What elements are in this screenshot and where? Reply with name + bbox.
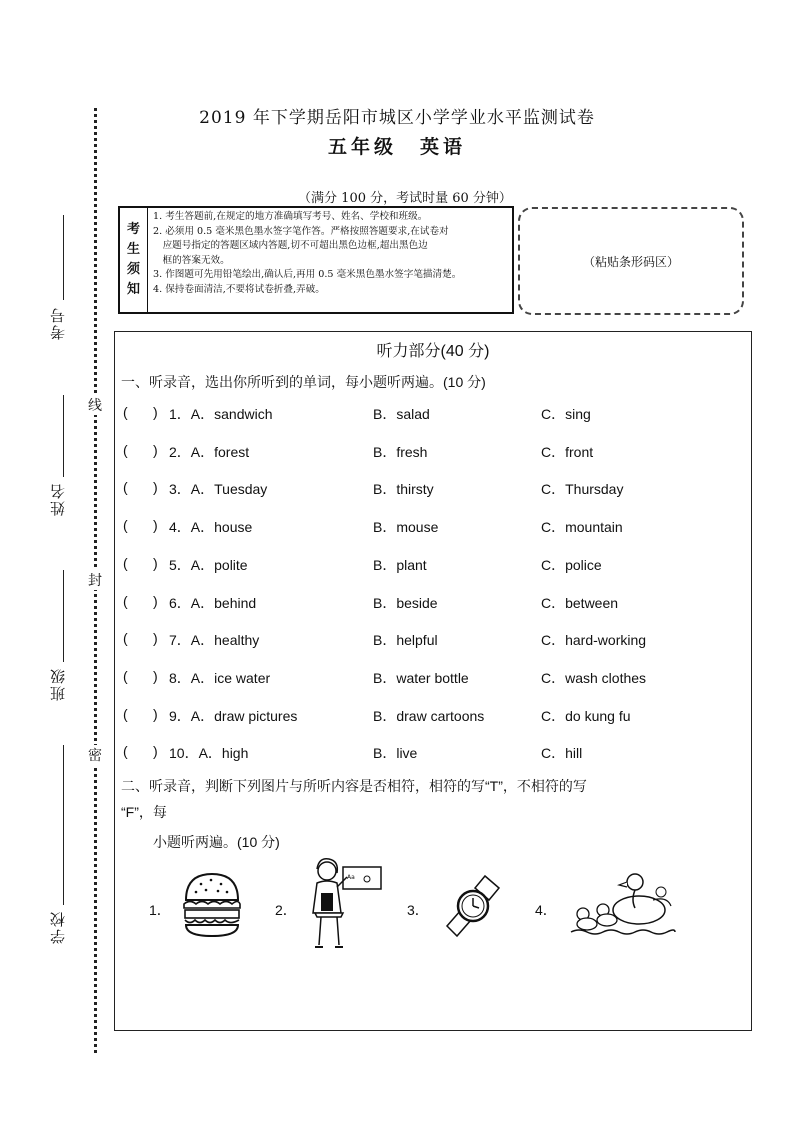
listening-title: 听力部分(40 分) <box>376 343 490 360</box>
score-info: （满分 100 分，考试时量 60 分钟） <box>298 191 512 206</box>
picture-number: 4． <box>535 902 557 918</box>
section2-heading-line1: 二、听录音，判断下列图片与所听内容是否相符，相符的写“T”，不相符的写 <box>121 778 587 794</box>
option-a: 7．A．healthy <box>169 632 260 649</box>
answer-bracket-open[interactable]: ( <box>123 667 128 684</box>
option-b: B．beside <box>373 594 438 611</box>
exam-number-label: 考号 <box>50 306 67 340</box>
option-a: 2．A．forest <box>169 443 250 460</box>
option-a: 5．A．polite <box>169 556 248 573</box>
notice-item: 1. 考生答题前,在规定的地方准确填写考号、姓名、学校和班级。 <box>153 211 428 222</box>
answer-bracket-open[interactable]: ( <box>123 705 128 722</box>
notice-head-char: 知 <box>126 282 140 297</box>
option-b: B．salad <box>373 406 430 422</box>
answer-bracket-close[interactable]: ) <box>153 667 158 684</box>
answer-bracket-open[interactable]: ( <box>123 743 128 760</box>
school-label: 学校 <box>50 910 67 944</box>
seal-mark-line: 线 <box>88 397 102 413</box>
seal-mark-seal: 封 <box>88 572 102 588</box>
answer-bracket-open[interactable]: ( <box>123 517 128 534</box>
option-b: B．fresh <box>373 443 428 460</box>
notice-body <box>153 210 508 297</box>
teacher-icon <box>305 857 385 952</box>
option-b: B．helpful <box>373 632 438 649</box>
question-row <box>123 404 743 424</box>
option-c: C．police <box>541 556 602 573</box>
option-c: C．hard-working <box>541 632 647 649</box>
option-a: 3．A．Tuesday <box>169 481 268 498</box>
barcode-label: （粘贴条形码区） <box>582 254 679 269</box>
exam-number-line <box>63 215 64 300</box>
answer-bracket-close[interactable]: ) <box>153 441 158 458</box>
section2-heading-line3: 小题听两遍。(10 分) <box>153 834 280 850</box>
option-c: C．hill <box>541 745 583 762</box>
option-a: 10．A．high <box>169 745 249 762</box>
answer-bracket-open[interactable]: ( <box>123 479 128 496</box>
answer-bracket-open[interactable]: ( <box>123 441 128 458</box>
picture-number: 3． <box>407 902 429 918</box>
school-line <box>63 745 64 905</box>
notice-head-char: 生 <box>126 242 140 257</box>
notice-head-char: 须 <box>126 262 140 277</box>
exam-title: 2019 年下学期岳阳市城区小学学业水平监测试卷 <box>199 108 595 128</box>
option-a: 9．A．draw pictures <box>169 707 298 724</box>
name-line <box>63 395 64 477</box>
option-b: B．live <box>373 745 418 762</box>
answer-bracket-open[interactable]: ( <box>123 554 128 571</box>
option-c: C．front <box>541 443 594 460</box>
candidate-notice-box <box>118 206 514 314</box>
answer-bracket-open[interactable]: ( <box>123 404 128 420</box>
notice-item: 4. 保持卷面清洁,不要将试卷折叠,弄破。 <box>153 283 325 295</box>
section1-heading: 一、听录音，选出你所听到的单词，每小题听两遍。(10 分) <box>121 374 486 390</box>
question-row <box>123 442 743 462</box>
answer-bracket-close[interactable]: ) <box>153 743 158 760</box>
picture-number: 2． <box>275 902 297 918</box>
section2-heading-line2: “F”，每 <box>121 804 167 820</box>
answer-bracket-close[interactable]: ) <box>153 592 158 609</box>
ducks-icon <box>569 870 677 940</box>
question-row <box>123 630 743 650</box>
option-b: B．plant <box>373 556 427 573</box>
option-c: C．sing <box>541 406 591 422</box>
option-b: B．mouse <box>373 519 439 536</box>
svg-text:Aa: Aa <box>347 874 355 881</box>
question-row <box>123 555 743 575</box>
answer-bracket-close[interactable]: ) <box>153 479 158 496</box>
question-row <box>123 743 743 763</box>
notice-heading <box>120 208 148 312</box>
option-b: B．draw cartoons <box>373 707 485 724</box>
answer-bracket-open[interactable]: ( <box>123 630 128 647</box>
notice-item: 应题号指定的答题区域内答题,切不可超出黑色边框,超出黑色边 <box>153 240 428 251</box>
question-row <box>123 517 743 537</box>
option-a: 6．A．behind <box>169 594 257 611</box>
answer-bracket-open[interactable]: ( <box>123 592 128 609</box>
notice-head-char: 考 <box>126 222 140 237</box>
option-b: B．thirsty <box>373 481 434 498</box>
option-c: C．Thursday <box>541 481 624 498</box>
question-row <box>123 668 743 688</box>
option-c: C．between <box>541 594 619 611</box>
exam-subtitle: 五年级 英语 <box>327 136 466 158</box>
barcode-area <box>518 207 744 315</box>
name-label: 姓名 <box>50 482 67 516</box>
notice-item: 框的答案无效。 <box>153 254 230 266</box>
class-line <box>63 570 64 662</box>
class-label: 班级 <box>50 667 67 701</box>
answer-bracket-close[interactable]: ) <box>153 554 158 571</box>
option-b: B．water bottle <box>373 669 469 686</box>
answer-bracket-close[interactable]: ) <box>153 630 158 647</box>
listening-section-box <box>114 331 752 1031</box>
option-a: 4．A．house <box>169 519 253 536</box>
option-c: C．wash clothes <box>541 669 647 686</box>
hamburger-icon <box>181 870 243 940</box>
question-row <box>123 706 743 726</box>
seal-mark-secret: 密 <box>88 747 102 763</box>
notice-item: 2. 必须用 0.5 毫米黑色墨水签字笔作答。严格按照答题要求,在试卷对 <box>153 225 449 237</box>
answer-bracket-close[interactable]: ) <box>153 517 158 534</box>
option-a: 1．A．sandwich <box>169 406 273 422</box>
option-a: 8．A．ice water <box>169 669 271 686</box>
option-c: C．do kung fu <box>541 707 631 724</box>
watch-icon <box>441 872 507 938</box>
answer-bracket-close[interactable]: ) <box>153 705 158 722</box>
option-c: C．mountain <box>541 519 623 536</box>
question-row <box>123 479 743 499</box>
question-row <box>123 593 743 613</box>
picture-number: 1． <box>149 902 171 918</box>
answer-bracket-close[interactable]: ) <box>153 404 158 420</box>
notice-item: 3. 作图题可先用铅笔绘出,确认后,再用 0.5 毫米黑色墨水签字笔描清楚。 <box>153 269 462 280</box>
